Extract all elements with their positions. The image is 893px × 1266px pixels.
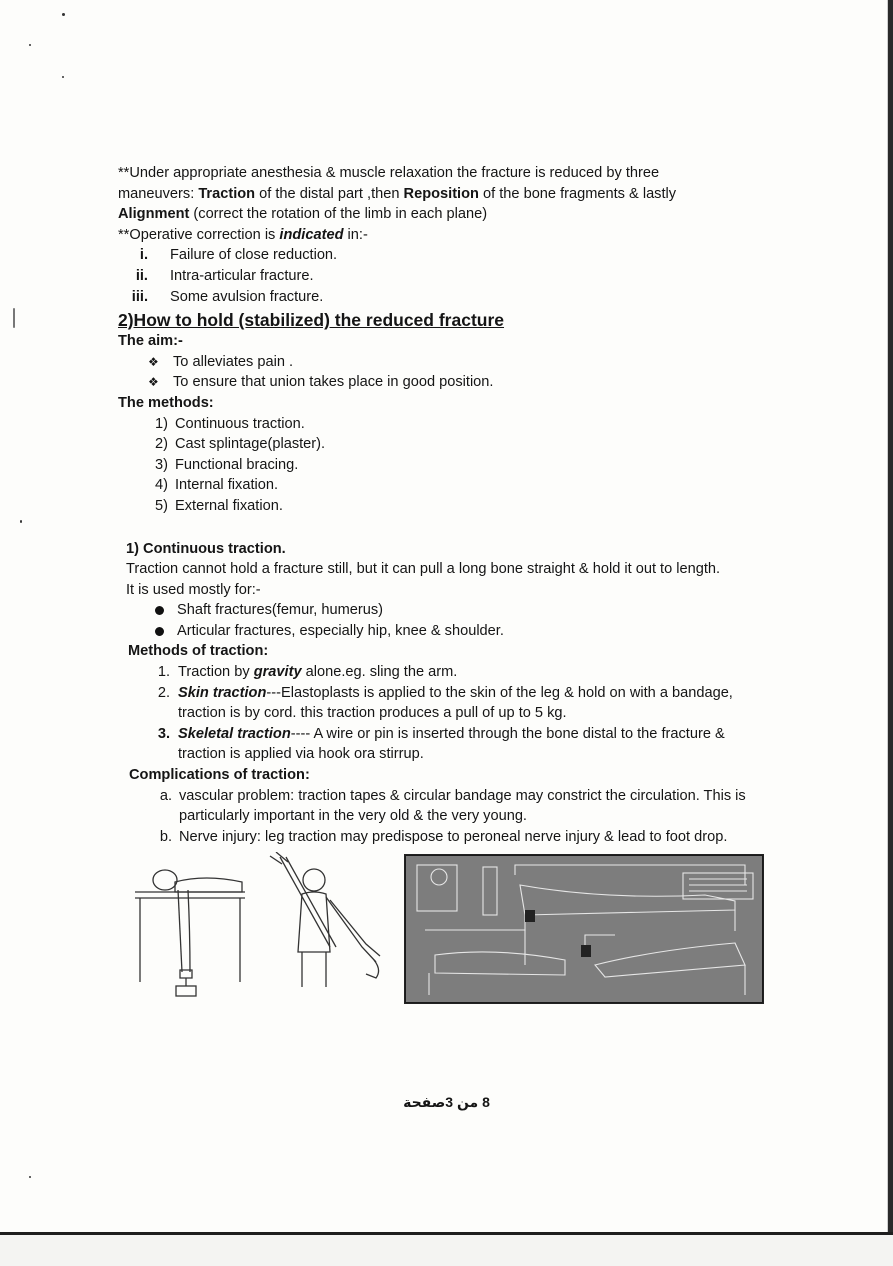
document-body <box>118 163 798 847</box>
list-item: Shaft fractures(femur, humerus) <box>118 600 798 621</box>
complications-heading: Complications of traction: <box>129 767 310 784</box>
list-item: b. Nerve injury: leg traction may predispose to peroneal nerve injury & lead to foot drop. <box>159 828 728 845</box>
standing-figure-head <box>303 869 325 891</box>
list-item: 5) External fixation. <box>155 497 283 514</box>
list-item: 2. Skin traction---Elastoplasts is applied to the skin of the leg & hold on with a bandage, traction is by cord. this traction produces a pull of up to 5 kg. <box>157 684 733 722</box>
patient-head <box>153 870 177 890</box>
scan-speck <box>20 520 22 523</box>
bullet-dot-icon <box>155 627 164 636</box>
continuous-traction-heading: 1) Continuous traction. <box>126 540 286 557</box>
list-item: 1. Traction by gravity alone.eg. sling the arm. <box>157 664 458 681</box>
methods-list <box>118 414 798 517</box>
list-item: iii. Some avulsion fracture. <box>131 288 324 305</box>
list-item: ❖ To ensure that union takes place in good position. <box>118 372 798 393</box>
intro-paragraph: **Under appropriate anesthesia & muscle relaxation the fracture is reduced by three maneuvers: Traction of the distal part ,then Reposition of the bone fragments & lastly Alignment (correct the rotation of the limb in each plane) <box>118 165 677 223</box>
methods-heading: The methods: <box>118 394 214 411</box>
traction-frames-photo <box>404 854 764 1004</box>
hanging-weight <box>176 986 196 996</box>
continuous-traction-section <box>118 539 798 848</box>
list-item: 2) Cast splintage(plaster). <box>155 436 326 453</box>
operative-correction-line: **Operative correction is indicated in:- <box>118 226 368 243</box>
list-item: i. Failure of close reduction. <box>139 247 338 264</box>
diamond-bullet-icon: ❖ <box>148 354 159 369</box>
list-item: 3. Skeletal traction---- A wire or pin is inserted through the bone distal to the fracture & traction is applied via hook ora stirrup. <box>157 725 725 763</box>
list-item: 4) Internal fixation. <box>155 477 279 494</box>
bullet-dot-icon <box>155 606 164 615</box>
diamond-bullet-icon: ❖ <box>148 375 159 390</box>
list-item: ii. Intra-articular fracture. <box>135 267 314 284</box>
aim-heading: The aim:- <box>118 333 183 350</box>
scan-speck <box>62 13 65 16</box>
operative-indications-list <box>118 245 798 307</box>
traction-illustrations <box>130 852 770 1007</box>
gravity-sling-illustration <box>130 852 390 1007</box>
aims-list <box>118 352 798 393</box>
list-item: ❖ To alleviates pain . <box>118 352 798 373</box>
scan-speck <box>29 1176 31 1178</box>
traction-methods-list <box>118 662 798 765</box>
scan-speck <box>29 44 31 46</box>
list-item: 1) Continuous traction. <box>155 415 305 432</box>
methods-of-traction-heading: Methods of traction: <box>128 643 269 660</box>
scan-speck <box>13 308 15 328</box>
scan-bottom-edge <box>0 1232 893 1266</box>
scan-speck <box>62 76 64 78</box>
list-item: 3) Functional bracing. <box>155 456 299 473</box>
list-item: a. vascular problem: traction tapes & circular bandage may constrict the circulation. This is particularly important in the very old & the very young. <box>159 787 746 825</box>
list-item: Articular fractures, especially hip, knee & shoulder. <box>118 621 798 642</box>
continuous-traction-text: Traction cannot hold a fracture still, but it can pull a long bone straight & hold it out to length. It is used mostly for:- <box>126 561 721 598</box>
uses-list <box>118 600 798 641</box>
page-number: 8 من 3صفحة <box>403 1094 490 1110</box>
section-title: 2)How to hold (stabilized) the reduced fracture <box>118 310 505 331</box>
complications-list <box>118 786 798 848</box>
